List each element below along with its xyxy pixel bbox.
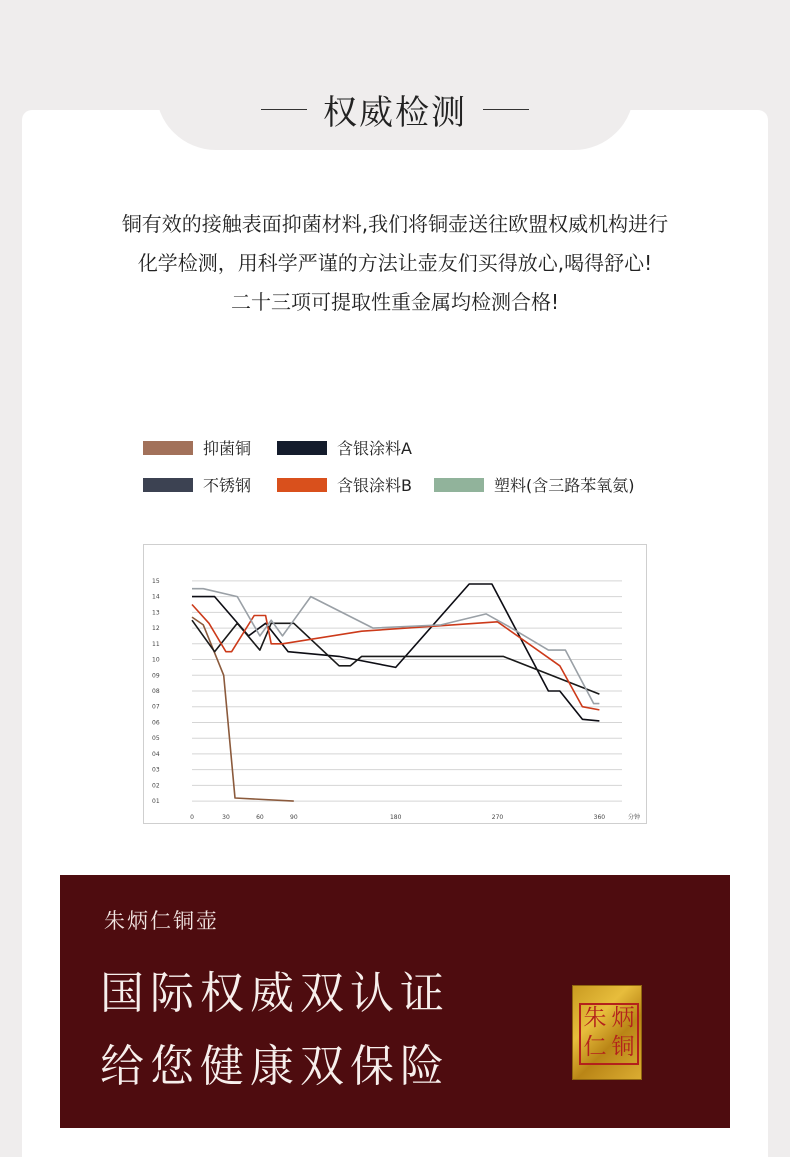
seal-char: 炳 — [611, 1005, 635, 1031]
y-tick-label: 05 — [152, 735, 160, 743]
intro-line: 二十三项可提取性重金属均检测合格! — [230, 290, 560, 314]
banner-headline-2: 给您健康双保险 — [100, 1041, 450, 1092]
y-tick-label: 10 — [152, 656, 160, 664]
y-tick-label: 09 — [152, 672, 160, 680]
series-line-1 — [192, 584, 599, 721]
series-line-0 — [192, 617, 294, 801]
y-tick-label: 15 — [152, 577, 160, 585]
chart-canvas — [144, 545, 646, 823]
title-divider-left — [261, 109, 307, 110]
y-tick-label: 01 — [152, 798, 160, 806]
series-line-3 — [192, 605, 599, 710]
x-tick-label: 270 — [491, 814, 504, 821]
y-tick-label: 06 — [152, 719, 160, 727]
seal-char: 仁 — [583, 1034, 607, 1060]
series-line-4 — [192, 589, 599, 704]
y-tick-label: 13 — [152, 609, 160, 617]
section-header — [0, 84, 790, 134]
legend-label: 不锈钢 — [203, 476, 252, 495]
brand-name: 朱炳仁铜壶 — [104, 909, 219, 933]
legend-label: 抑菌铜 — [203, 439, 252, 458]
y-tick-label: 03 — [152, 766, 160, 774]
y-tick-label: 14 — [152, 593, 160, 601]
x-tick-label: 0 — [190, 814, 194, 821]
brand-seal-icon — [572, 985, 642, 1080]
title-divider-right — [483, 109, 529, 110]
seal-char: 铜 — [611, 1034, 635, 1060]
intro-text — [30, 205, 760, 322]
y-tick-label: 02 — [152, 782, 160, 790]
line-chart — [143, 544, 647, 824]
section-title: 权威检测 — [323, 92, 467, 133]
legend-label: 含银涂料A — [337, 439, 412, 458]
banner-headline-1: 国际权威双认证 — [100, 968, 450, 1019]
intro-line: 化学检测，用科学严谨的方法让壶友们买得放心,喝得舒心! — [137, 251, 653, 275]
y-tick-label: 07 — [152, 703, 160, 711]
y-tick-label: 11 — [152, 640, 160, 648]
x-tick-label: 60 — [256, 814, 264, 821]
seal-char: 朱 — [583, 1005, 607, 1031]
legend-label: 塑料(含三路苯氧氨) — [494, 476, 635, 495]
y-tick-label: 04 — [152, 750, 160, 758]
x-tick-label: 180 — [389, 814, 402, 821]
y-tick-label: 08 — [152, 688, 160, 695]
series-line-2 — [192, 620, 599, 694]
y-tick-label: 12 — [152, 625, 160, 633]
x-tick-label: 30 — [222, 814, 230, 821]
x-tick-label: 360 — [593, 814, 606, 821]
promo-banner — [60, 875, 730, 1128]
x-unit-label: 分钟 — [628, 814, 641, 821]
x-tick-label: 90 — [290, 814, 298, 821]
intro-line: 铜有效的接触表面抑菌材料,我们将铜壶送往欧盟权威机构进行 — [121, 212, 669, 236]
legend-label: 含银涂料B — [337, 476, 412, 495]
